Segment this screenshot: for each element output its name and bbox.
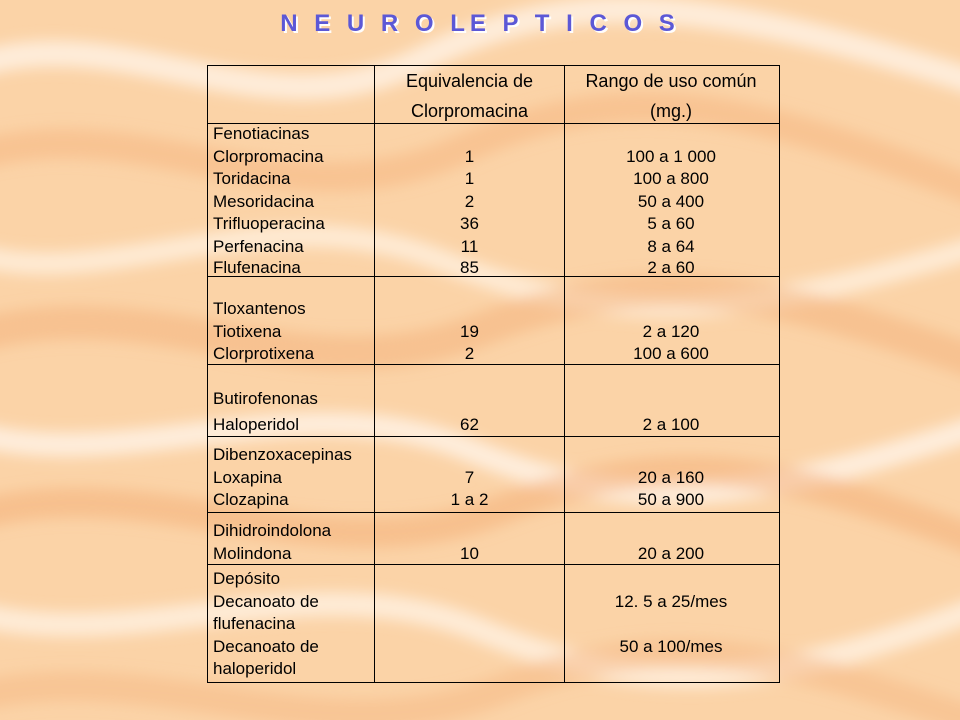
category-label: Tloxantenos [213, 299, 306, 318]
drug-name: haloperidol [213, 659, 297, 678]
drug-name: Toridacina [213, 169, 291, 188]
group-tloxantenos-equiv [376, 298, 563, 366]
range-value: 100 a 800 [633, 169, 709, 188]
equivalence-value: 7 [464, 467, 475, 487]
row-divider [208, 512, 779, 513]
group-deposito-range [566, 568, 776, 658]
drug-name: Clorprotixena [213, 344, 315, 363]
drug-name: Perfenacina [213, 236, 304, 256]
drug-name: Haloperidol [213, 415, 299, 434]
category-label: Fenotiacinas [213, 124, 310, 143]
equivalence-value: 62 [460, 415, 479, 434]
range-value: 100 a 600 [633, 344, 709, 363]
range-value: 50 a 900 [637, 490, 705, 509]
equivalence-value: 2 [464, 344, 475, 363]
header-text: Clorpromacina [410, 101, 529, 121]
equivalence-value: 10 [460, 543, 479, 563]
group-dihidroindolona-names [213, 520, 331, 565]
group-butirofenonas-names [213, 388, 318, 437]
equivalence-value: 1 a 2 [450, 490, 489, 509]
equivalence-value: 1 [464, 169, 475, 188]
group-dibenzoxacepinas-equiv [376, 444, 563, 512]
header-rango [566, 66, 776, 126]
group-tloxantenos-range [566, 298, 776, 366]
drug-name: Tiotixena [213, 321, 282, 341]
range-value: 2 a 100 [642, 415, 700, 434]
group-fenotiacinas-range [566, 123, 776, 278]
equivalence-value: 19 [460, 321, 479, 341]
group-dibenzoxacepinas-range [566, 444, 776, 512]
group-deposito-names [213, 568, 319, 681]
range-value: 5 a 60 [647, 214, 695, 233]
page-title: N E U R O LE P T I C O S [280, 10, 680, 37]
column-divider [374, 66, 375, 682]
range-value: 20 a 200 [637, 543, 705, 563]
drug-name: Flufenacina [213, 258, 301, 277]
header-text: Equivalencia de [405, 71, 534, 91]
equivalence-value: 2 [464, 191, 475, 211]
drug-name: Loxapina [213, 467, 283, 487]
group-dihidroindolona-range [566, 520, 776, 565]
drug-name: flufenacina [213, 614, 296, 633]
drug-name: Clorpromacina [213, 146, 324, 166]
group-dibenzoxacepinas-names [213, 444, 352, 512]
drug-name: Clozapina [213, 490, 289, 509]
neurolepticos-table [207, 65, 780, 683]
group-dihidroindolona-equiv [376, 520, 563, 565]
range-value: 2 a 120 [642, 321, 700, 341]
drug-name: Molindona [213, 543, 292, 563]
group-tloxantenos-names [213, 298, 314, 366]
category-label: Dibenzoxacepinas [213, 445, 352, 464]
group-fenotiacinas-equiv [376, 123, 563, 278]
drug-name: Trifluoperacina [213, 214, 325, 233]
drug-name: Mesoridacina [213, 191, 315, 211]
equivalence-value: 11 [460, 236, 479, 256]
category-label: Butirofenonas [213, 389, 318, 408]
drug-name: Decanoato de [213, 636, 319, 656]
group-butirofenonas-range [566, 388, 776, 437]
equivalence-value: 85 [460, 258, 479, 277]
equivalence-value: 1 [464, 146, 475, 166]
category-label: Depósito [213, 569, 281, 588]
range-value: 50 a 400 [637, 191, 705, 211]
range-value: 100 a 1 000 [626, 146, 716, 166]
range-value: 20 a 160 [637, 467, 705, 487]
header-text: Rango de uso común [585, 71, 757, 91]
range-value: 50 a 100/mes [619, 636, 723, 656]
column-divider [564, 66, 565, 682]
group-fenotiacinas-names [213, 123, 325, 278]
range-value: 12. 5 a 25/mes [614, 591, 728, 611]
group-butirofenonas-equiv [376, 388, 563, 437]
category-label: Dihidroindolona [213, 521, 332, 540]
header-equivalencia [376, 66, 563, 126]
equivalence-value: 36 [460, 214, 479, 233]
header-text: (mg.) [650, 101, 692, 121]
range-value: 8 a 64 [647, 236, 695, 256]
range-value: 2 a 60 [647, 258, 695, 277]
drug-name: Decanoato de [213, 591, 319, 611]
